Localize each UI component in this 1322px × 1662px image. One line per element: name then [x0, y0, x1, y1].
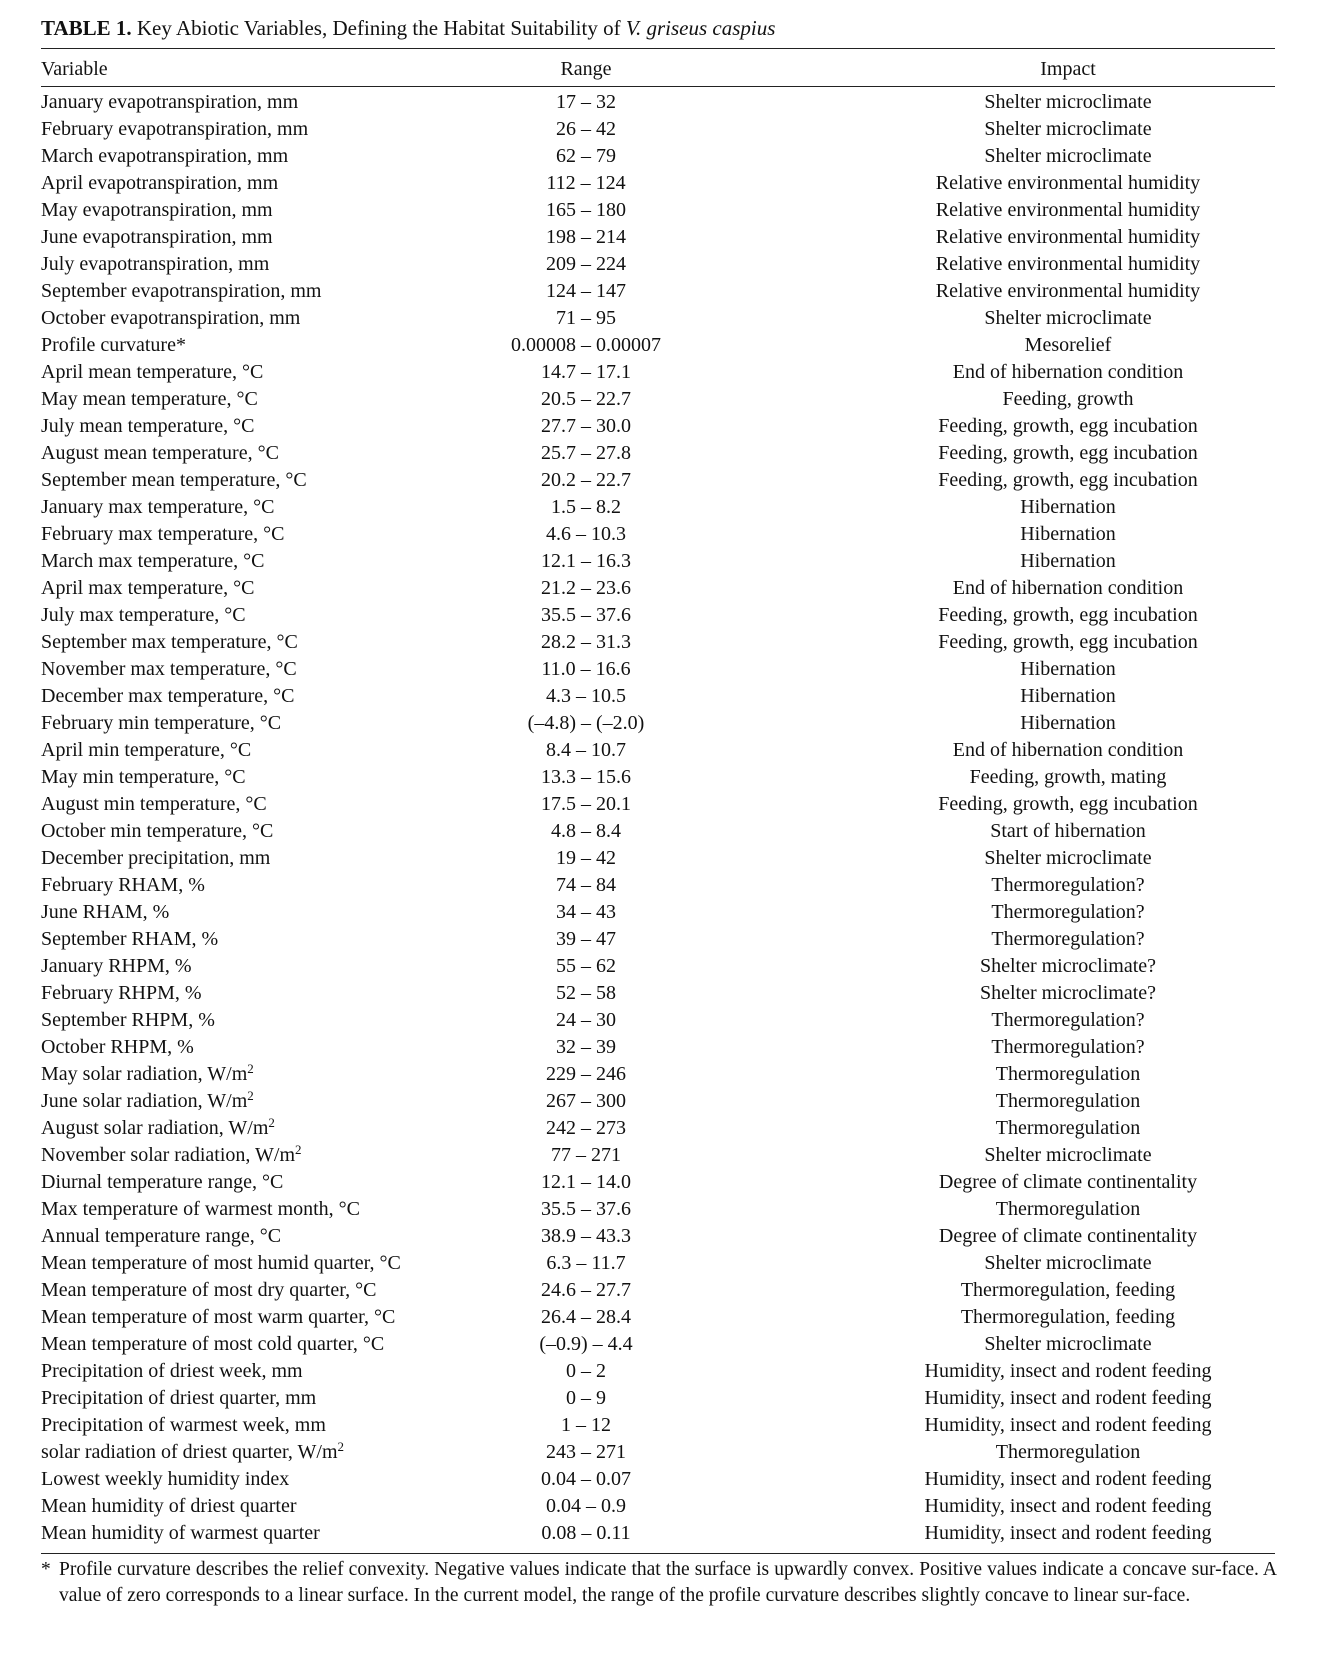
cell-impact: Humidity, insect and rodent feeding — [924, 1360, 1212, 1382]
cell-variable — [41, 1223, 281, 1250]
cell-impact: Feeding, growth, egg incubation — [938, 415, 1198, 437]
cell-range: 4.3 – 10.5 — [546, 685, 626, 707]
cell-range: 39 – 47 — [556, 928, 616, 950]
cell-variable — [41, 1493, 297, 1520]
variable-text: December max temperature, °C — [41, 685, 295, 707]
table-top-rule — [41, 48, 1275, 49]
table-footnote — [41, 1557, 1277, 1609]
table-row — [41, 251, 1275, 278]
cell-impact: Relative environmental humidity — [935, 226, 1201, 248]
header-variable: Variable — [41, 58, 108, 80]
cell-variable — [41, 764, 246, 791]
cell-range: 165 – 180 — [546, 199, 626, 221]
table-row — [41, 1115, 1275, 1142]
table-row — [41, 143, 1275, 170]
cell-impact: Hibernation — [1020, 712, 1116, 734]
cell-impact: Thermoregulation — [995, 1117, 1141, 1139]
variable-text: January max temperature, °C — [41, 496, 275, 518]
cell-variable — [41, 953, 192, 980]
table-row — [41, 710, 1275, 737]
cell-range: 4.6 – 10.3 — [546, 523, 626, 545]
cell-impact: Shelter microclimate — [984, 1252, 1152, 1274]
cell-variable — [41, 143, 288, 170]
cell-range: 14.7 – 17.1 — [541, 361, 631, 383]
cell-impact: Start of hibernation — [990, 820, 1146, 842]
cell-variable — [41, 710, 281, 737]
cell-impact: Shelter microclimate — [984, 1333, 1152, 1355]
table-row — [41, 575, 1275, 602]
cell-range: 26 – 42 — [556, 118, 616, 140]
table-row — [41, 1034, 1275, 1061]
variable-text: solar radiation of driest quarter, W/m — [41, 1441, 338, 1463]
cell-variable — [41, 1331, 384, 1358]
variable-text: Max temperature of warmest month, °C — [41, 1198, 361, 1220]
table-row — [41, 224, 1275, 251]
cell-impact: Hibernation — [1020, 523, 1116, 545]
table-row — [41, 1466, 1275, 1493]
variable-text: October min temperature, °C — [41, 820, 274, 842]
cell-impact: Shelter microclimate — [984, 118, 1152, 140]
cell-impact: Thermoregulation? — [991, 1009, 1145, 1031]
cell-impact: Shelter microclimate — [984, 307, 1152, 329]
cell-range: 74 – 84 — [556, 874, 616, 896]
table-row — [41, 1088, 1275, 1115]
table-row — [41, 170, 1275, 197]
cell-variable — [41, 1385, 316, 1412]
cell-range: 55 – 62 — [556, 955, 616, 977]
unit-superscript: 2 — [247, 1088, 254, 1103]
cell-impact: End of hibernation condition — [952, 577, 1184, 599]
cell-variable — [41, 467, 307, 494]
variable-text: September evapotranspiration, mm — [41, 280, 322, 302]
cell-range: 0.08 – 0.11 — [541, 1522, 631, 1544]
cell-variable — [41, 89, 298, 116]
table-row — [41, 1061, 1275, 1088]
cell-impact: Humidity, insect and rodent feeding — [924, 1387, 1212, 1409]
table-row — [41, 467, 1275, 494]
cell-variable — [41, 494, 274, 521]
table-title: Key Abiotic Variables, Defining the Habitat Suitability of — [136, 16, 621, 40]
unit-superscript: 2 — [268, 1115, 275, 1130]
table-bottom-rule — [41, 1553, 1275, 1554]
cell-impact: Thermoregulation — [995, 1063, 1141, 1085]
cell-range: 12.1 – 16.3 — [541, 550, 631, 572]
cell-range: 27.7 – 30.0 — [541, 415, 631, 437]
table-row — [41, 953, 1275, 980]
variable-text: Diurnal temperature range, °C — [41, 1171, 284, 1193]
cell-range: 6.3 – 11.7 — [546, 1252, 626, 1274]
table-row — [41, 1520, 1275, 1547]
cell-impact: Hibernation — [1020, 685, 1116, 707]
table-row — [41, 1385, 1275, 1412]
cell-range: 11.0 – 16.6 — [541, 658, 631, 680]
cell-impact: Relative environmental humidity — [935, 253, 1201, 275]
table-row — [41, 89, 1275, 116]
table-row — [41, 548, 1275, 575]
variable-text: August min temperature, °C — [41, 793, 267, 815]
cell-range: 0.04 – 0.07 — [541, 1468, 631, 1490]
variable-text: September RHPM, % — [41, 1009, 215, 1031]
cell-impact: Degree of climate continentality — [938, 1225, 1198, 1247]
table-row — [41, 116, 1275, 143]
cell-impact: Feeding, growth, egg incubation — [938, 793, 1198, 815]
cell-impact: Feeding, growth, egg incubation — [938, 469, 1198, 491]
table-row — [41, 872, 1275, 899]
cell-variable — [41, 548, 264, 575]
variable-text: May evapotranspiration, mm — [41, 199, 273, 221]
variable-text: April min temperature, °C — [41, 739, 252, 761]
cell-range: 24 – 30 — [556, 1009, 616, 1031]
variable-text: April max temperature, °C — [41, 577, 255, 599]
cell-impact: Feeding, growth, egg incubation — [938, 631, 1198, 653]
variable-text: June evapotranspiration, mm — [41, 226, 273, 248]
cell-variable — [41, 386, 258, 413]
cell-impact: Thermoregulation? — [991, 901, 1145, 923]
table-body — [41, 89, 1275, 1547]
cell-range: 12.1 – 14.0 — [541, 1171, 631, 1193]
cell-range: 26.4 – 28.4 — [541, 1306, 631, 1328]
cell-range: 209 – 224 — [546, 253, 626, 275]
cell-variable — [41, 1034, 194, 1061]
cell-range: 28.2 – 31.3 — [541, 631, 631, 653]
cell-range: 0.04 – 0.9 — [546, 1495, 626, 1517]
variable-text: February min temperature, °C — [41, 712, 282, 734]
cell-range: 0 – 2 — [566, 1360, 606, 1382]
cell-impact: Shelter microclimate — [984, 145, 1152, 167]
table-row — [41, 1196, 1275, 1223]
cell-range: 62 – 79 — [556, 145, 616, 167]
table-row — [41, 1493, 1275, 1520]
cell-range: 124 – 147 — [546, 280, 626, 302]
cell-variable — [41, 1304, 395, 1331]
table-row — [41, 1331, 1275, 1358]
cell-impact: Relative environmental humidity — [935, 172, 1201, 194]
table-row — [41, 305, 1275, 332]
table-header-row — [41, 54, 1275, 84]
unit-superscript: 2 — [295, 1142, 302, 1157]
cell-variable — [41, 332, 186, 359]
cell-range: 4.8 – 8.4 — [551, 820, 621, 842]
table-label: TABLE 1. — [41, 16, 132, 40]
variable-text: September max temperature, °C — [41, 631, 298, 653]
table-row — [41, 359, 1275, 386]
footnote-marker: * — [41, 1559, 51, 1580]
table-row — [41, 1169, 1275, 1196]
variable-text: Precipitation of driest week, mm — [41, 1360, 303, 1382]
cell-variable — [41, 845, 270, 872]
cell-variable — [41, 656, 297, 683]
cell-variable — [41, 197, 273, 224]
variable-text: Mean temperature of most cold quarter, °C — [41, 1333, 385, 1355]
table-row — [41, 737, 1275, 764]
variable-text: February RHAM, % — [41, 874, 205, 896]
cell-variable — [41, 899, 169, 926]
cell-range: 32 – 39 — [556, 1036, 616, 1058]
cell-range: 112 – 124 — [546, 172, 626, 194]
cell-range: 229 – 246 — [546, 1063, 626, 1085]
cell-variable — [41, 359, 263, 386]
variable-text: Precipitation of warmest week, mm — [41, 1414, 326, 1436]
table-row — [41, 1304, 1275, 1331]
cell-range: 35.5 – 37.6 — [541, 1198, 631, 1220]
cell-variable — [41, 1520, 320, 1547]
variable-text: November solar radiation, W/m — [41, 1144, 296, 1166]
variable-text: August solar radiation, W/m — [41, 1117, 269, 1139]
variable-text: Lowest weekly humidity index — [41, 1468, 290, 1490]
variable-text: May solar radiation, W/m — [41, 1063, 248, 1085]
table-row — [41, 899, 1275, 926]
cell-variable — [41, 980, 202, 1007]
cell-range: 0.00008 – 0.00007 — [511, 334, 661, 356]
variable-text: Profile curvature* — [41, 334, 186, 356]
cell-range: 77 – 271 — [551, 1144, 621, 1166]
table-row — [41, 926, 1275, 953]
cell-impact: Feeding, growth, mating — [969, 766, 1167, 788]
table-row — [41, 440, 1275, 467]
cell-variable — [41, 1196, 360, 1223]
cell-impact: Hibernation — [1020, 550, 1116, 572]
cell-impact: Thermoregulation — [995, 1441, 1141, 1463]
cell-impact: Humidity, insect and rodent feeding — [924, 1468, 1212, 1490]
cell-variable — [41, 926, 218, 953]
cell-variable — [41, 224, 273, 251]
table-row — [41, 629, 1275, 656]
cell-variable — [41, 1277, 376, 1304]
cell-range: 1 – 12 — [561, 1414, 611, 1436]
table-row — [41, 602, 1275, 629]
cell-variable — [41, 305, 300, 332]
cell-impact: End of hibernation condition — [952, 361, 1184, 383]
variable-text: Mean temperature of most humid quarter, °C — [41, 1252, 401, 1274]
cell-variable — [41, 737, 251, 764]
cell-variable — [41, 683, 294, 710]
variable-text: September RHAM, % — [41, 928, 219, 950]
table-row — [41, 197, 1275, 224]
cell-variable — [41, 1007, 215, 1034]
cell-impact: Shelter microclimate? — [979, 955, 1157, 977]
cell-range: 24.6 – 27.7 — [541, 1279, 631, 1301]
cell-impact: Relative environmental humidity — [935, 280, 1201, 302]
cell-impact: Thermoregulation? — [991, 928, 1145, 950]
cell-range: (–4.8) – (–2.0) — [527, 712, 645, 734]
table-row — [41, 521, 1275, 548]
cell-range: 8.4 – 10.7 — [546, 739, 626, 761]
table-row — [41, 332, 1275, 359]
variable-text: November max temperature, °C — [41, 658, 297, 680]
variable-text: June RHAM, % — [41, 901, 170, 923]
variable-text: February max temperature, °C — [41, 523, 285, 545]
header-impact: Impact — [1040, 58, 1096, 80]
cell-range: 1.5 – 8.2 — [551, 496, 621, 518]
cell-variable — [41, 1088, 254, 1115]
table-row — [41, 845, 1275, 872]
variable-text: September mean temperature, °C — [41, 469, 307, 491]
variable-text: February RHPM, % — [41, 982, 202, 1004]
cell-impact: Relative environmental humidity — [935, 199, 1201, 221]
cell-range: 0 – 9 — [566, 1387, 606, 1409]
cell-impact: Mesorelief — [1024, 334, 1112, 356]
cell-variable — [41, 521, 284, 548]
table-row — [41, 1142, 1275, 1169]
variable-text: July max temperature, °C — [41, 604, 246, 626]
cell-impact: Thermoregulation, feeding — [960, 1306, 1176, 1328]
cell-range: 35.5 – 37.6 — [541, 604, 631, 626]
cell-variable — [41, 413, 255, 440]
variable-text: October RHPM, % — [41, 1036, 194, 1058]
cell-range: (–0.9) – 4.4 — [539, 1333, 633, 1355]
cell-variable — [41, 629, 298, 656]
cell-impact: Shelter microclimate — [984, 91, 1152, 113]
cell-range: 17.5 – 20.1 — [541, 793, 631, 815]
cell-impact: Humidity, insect and rodent feeding — [924, 1414, 1212, 1436]
cell-impact: Shelter microclimate — [984, 1144, 1152, 1166]
variable-text: March max temperature, °C — [41, 550, 265, 572]
table-caption — [41, 14, 1281, 42]
variable-text: December precipitation, mm — [41, 847, 271, 869]
cell-variable — [41, 278, 321, 305]
cell-range: 71 – 95 — [556, 307, 616, 329]
table-row — [41, 818, 1275, 845]
cell-variable — [41, 251, 269, 278]
table-row — [41, 1358, 1275, 1385]
variable-text: March evapotranspiration, mm — [41, 145, 289, 167]
cell-impact: Hibernation — [1020, 658, 1116, 680]
cell-range: 17 – 32 — [556, 91, 616, 113]
cell-variable — [41, 1466, 289, 1493]
variable-text: April mean temperature, °C — [41, 361, 264, 383]
variable-text: Mean humidity of driest quarter — [41, 1495, 297, 1517]
cell-impact: Shelter microclimate — [984, 847, 1152, 869]
cell-impact: Degree of climate continentality — [938, 1171, 1198, 1193]
variable-text: January RHPM, % — [41, 955, 192, 977]
table-row — [41, 494, 1275, 521]
variable-text: Mean humidity of warmest quarter — [41, 1522, 320, 1544]
cell-variable — [41, 575, 255, 602]
variable-text: July evapotranspiration, mm — [41, 253, 270, 275]
cell-variable — [41, 1142, 302, 1169]
cell-impact: Humidity, insect and rodent feeding — [924, 1522, 1212, 1544]
table-row — [41, 1439, 1275, 1466]
variable-text: July mean temperature, °C — [41, 415, 255, 437]
cell-range: 21.2 – 23.6 — [541, 577, 631, 599]
cell-range: 34 – 43 — [556, 901, 616, 923]
table-row — [41, 1250, 1275, 1277]
variable-text: April evapotranspiration, mm — [41, 172, 279, 194]
cell-range: 20.2 – 22.7 — [541, 469, 631, 491]
variable-text: February evapotranspiration, mm — [41, 118, 309, 140]
cell-range: 52 – 58 — [556, 982, 616, 1004]
cell-variable — [41, 791, 267, 818]
cell-variable — [41, 1412, 326, 1439]
table-row — [41, 413, 1275, 440]
cell-range: 198 – 214 — [546, 226, 626, 248]
variable-text: Annual temperature range, °C — [41, 1225, 282, 1247]
table-row — [41, 278, 1275, 305]
cell-range: 267 – 300 — [546, 1090, 626, 1112]
cell-variable — [41, 170, 278, 197]
table-row — [41, 656, 1275, 683]
table-row — [41, 1412, 1275, 1439]
cell-variable — [41, 1061, 254, 1088]
cell-variable — [41, 602, 246, 629]
cell-range: 13.3 – 15.6 — [541, 766, 631, 788]
cell-impact: Thermoregulation — [995, 1090, 1141, 1112]
footnote-text: Profile curvature describes the relief convexity. Negative values indicate that the surface is upwardly convex. Positive values indicate a concave sur-face. A value of zero corresponds to a linear surface. In the current model, the range of the profile curvature describes slightly concave to linear sur-face. — [59, 1559, 1277, 1606]
table-row — [41, 1277, 1275, 1304]
table-row — [41, 764, 1275, 791]
variable-text: August mean temperature, °C — [41, 442, 279, 464]
table-header-rule — [41, 86, 1275, 87]
table-row — [41, 791, 1275, 818]
cell-range: 242 – 273 — [546, 1117, 626, 1139]
variable-text: June solar radiation, W/m — [41, 1090, 248, 1112]
table-row — [41, 1007, 1275, 1034]
cell-variable — [41, 1439, 344, 1466]
unit-superscript: 2 — [337, 1439, 345, 1454]
variable-text: Mean temperature of most warm quarter, °C — [41, 1306, 396, 1328]
cell-variable — [41, 1250, 401, 1277]
cell-variable — [41, 1115, 275, 1142]
variable-text: May mean temperature, °C — [41, 388, 258, 410]
variable-text: January evapotranspiration, mm — [41, 91, 299, 113]
cell-impact: Humidity, insect and rodent feeding — [924, 1495, 1212, 1517]
cell-impact: Thermoregulation, feeding — [960, 1279, 1176, 1301]
cell-variable — [41, 116, 308, 143]
cell-impact: Hibernation — [1020, 496, 1116, 518]
species-name: V. griseus caspius — [625, 16, 776, 40]
variable-text: October evapotranspiration, mm — [41, 307, 301, 329]
table-row — [41, 1223, 1275, 1250]
cell-impact: Feeding, growth, egg incubation — [938, 604, 1198, 626]
variable-text: May min temperature, °C — [41, 766, 246, 788]
cell-variable — [41, 818, 273, 845]
cell-impact: Thermoregulation? — [991, 1036, 1145, 1058]
cell-variable — [41, 872, 205, 899]
cell-variable — [41, 1358, 303, 1385]
cell-impact: End of hibernation condition — [952, 739, 1184, 761]
cell-range: 20.5 – 22.7 — [541, 388, 631, 410]
cell-impact: Feeding, growth — [1002, 388, 1134, 410]
cell-impact: Thermoregulation? — [991, 874, 1145, 896]
table-row — [41, 980, 1275, 1007]
cell-variable — [41, 440, 279, 467]
table-row — [41, 683, 1275, 710]
header-range: Range — [560, 58, 612, 80]
cell-impact: Thermoregulation — [995, 1198, 1141, 1220]
table-row — [41, 386, 1275, 413]
cell-variable — [41, 1169, 283, 1196]
cell-range: 243 – 271 — [546, 1441, 626, 1463]
variable-text: Precipitation of driest quarter, mm — [41, 1387, 317, 1409]
cell-range: 19 – 42 — [556, 847, 616, 869]
cell-impact: Feeding, growth, egg incubation — [938, 442, 1198, 464]
cell-impact: Shelter microclimate? — [979, 982, 1157, 1004]
cell-range: 38.9 – 43.3 — [541, 1225, 631, 1247]
variable-text: Mean temperature of most dry quarter, °C — [41, 1279, 377, 1301]
unit-superscript: 2 — [247, 1061, 254, 1076]
cell-range: 25.7 – 27.8 — [541, 442, 631, 464]
